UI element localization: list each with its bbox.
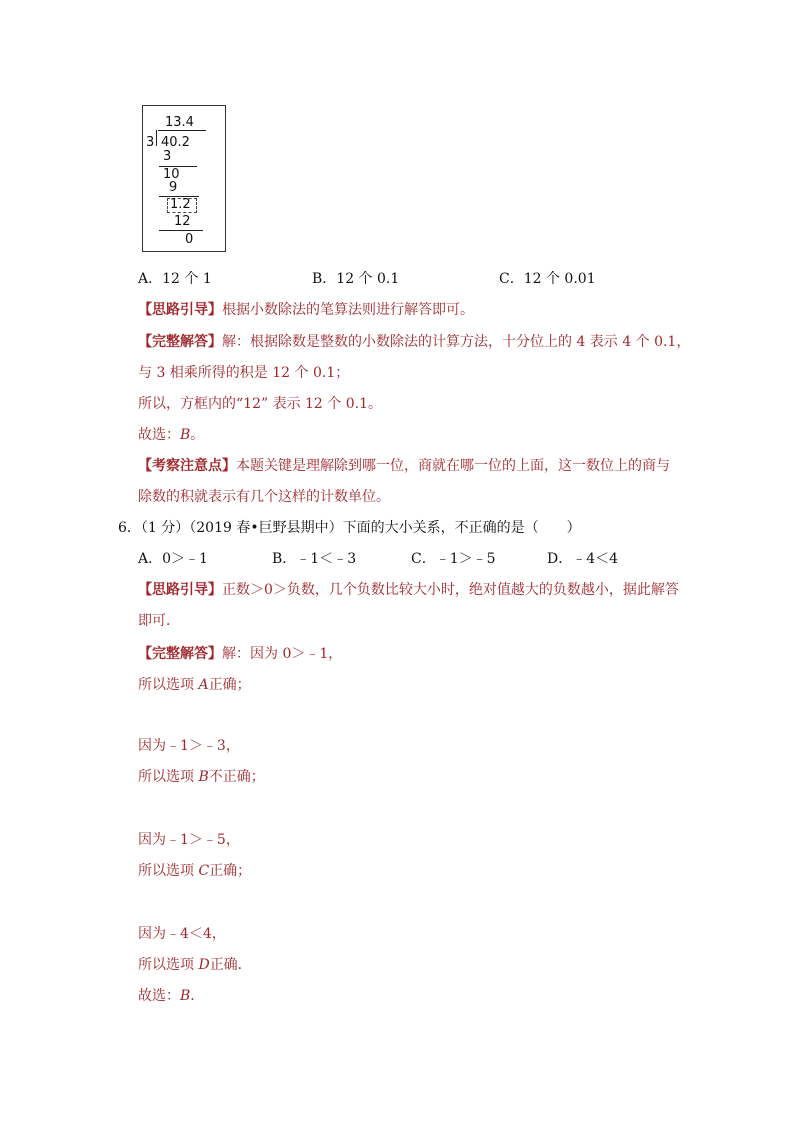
sel-suffix: 正确． <box>209 957 252 973</box>
hint-tag: 【思路引导】 <box>138 302 222 318</box>
note-text: 本题关键是理解除到哪一位，商就在哪一位的上面，这一数位上的商与 <box>236 458 670 474</box>
answer-tag: 【完整解答】 <box>138 334 222 350</box>
step-line-3 <box>159 230 203 231</box>
step-6: 0 <box>185 232 194 247</box>
note-tag: 【考察注意点】 <box>138 458 236 474</box>
dividend: 40.2 <box>161 135 190 150</box>
q5-answer-line-2: 与 3 相乘所得的积是 12 个 0.1； <box>138 365 350 381</box>
q6-because-c: 因为﹣1＞﹣5， <box>138 832 240 848</box>
sel-prefix: 所以选项 <box>138 769 199 785</box>
sel-suffix: 不正确； <box>208 769 265 785</box>
q5-option-c: C．12 个 0.01 <box>499 271 596 287</box>
q5-answer-line-1 <box>138 332 690 352</box>
q5-option-a: A．12 个 1 <box>138 271 212 287</box>
q6-choice <box>138 986 204 1006</box>
step-5: 12 <box>174 214 191 229</box>
q6-option-c: C．﹣1＞﹣5 <box>411 551 496 567</box>
q6-option-c-result <box>138 861 251 881</box>
q5-option-b: B．12 个 0.1 <box>312 271 400 287</box>
sel-letter: A <box>198 677 209 693</box>
sel-prefix: 所以选项 <box>138 957 199 973</box>
q6-answer-line-1 <box>138 644 342 664</box>
sel-suffix: 正确； <box>208 677 251 693</box>
choice-suffix: ． <box>190 988 205 1004</box>
q5-choice <box>138 425 204 445</box>
hint-tag: 【思路引导】 <box>138 582 222 598</box>
hint-text: 根据小数除法的笔算法则进行解答即可。 <box>222 302 474 318</box>
answer-tag: 【完整解答】 <box>138 646 222 662</box>
q6-option-a: A．0＞﹣1 <box>138 551 208 567</box>
quotient: 13.4 <box>165 115 194 130</box>
hint-text: 正数＞0＞负数，几个负数比较大小时，绝对值越大的负数越小，据此解答 <box>222 582 679 598</box>
q6-hint-line-1 <box>138 580 679 600</box>
answer-text: 解：因为 0＞﹣1， <box>222 646 343 662</box>
q6-option-d: D．﹣4＜4 <box>547 551 619 567</box>
sel-letter: C <box>198 863 210 879</box>
division-bracket <box>156 130 157 146</box>
choice-suffix: 。 <box>190 427 205 443</box>
choice-prefix: 故选： <box>138 427 180 443</box>
sel-letter: B <box>198 769 209 785</box>
sel-suffix: 正确； <box>209 863 252 879</box>
answer-text: 解：根据除数是整数的小数除法的计算方法，十分位上的 4 表示 4 个 0.1， <box>222 334 691 350</box>
q6-because-d: 因为﹣4＜4， <box>138 926 226 942</box>
q5-note-line-1 <box>138 456 670 476</box>
q5-answer-line-3: 所以，方框内的“12” 表示 12 个 0.1。 <box>138 396 383 412</box>
sel-prefix: 所以选项 <box>138 677 199 693</box>
step-1: 3 <box>163 149 172 164</box>
q6-option-d-result <box>138 955 252 975</box>
q6-because-b: 因为﹣1＞﹣3， <box>138 738 240 754</box>
q6-option-a-result <box>138 675 251 695</box>
long-division-figure <box>142 105 226 252</box>
choice-prefix: 故选： <box>138 988 180 1004</box>
q6-option-b-result <box>138 767 265 787</box>
step-4: 1.2 <box>170 197 191 212</box>
sel-letter: D <box>198 957 210 973</box>
q5-hint <box>138 300 474 320</box>
divisor: 3 <box>146 135 155 150</box>
q5-note-line-2: 除数的积就表示有几个这样的计数单位。 <box>138 489 390 505</box>
choice-letter: B <box>180 988 191 1004</box>
sel-prefix: 所以选项 <box>138 863 199 879</box>
q6-hint-line-2: 即可． <box>138 613 180 629</box>
q6-stem: 6．（1 分）（2019 春•巨野县期中）下面的大小关系，不正确的是（ ） <box>118 520 581 536</box>
step-3: 9 <box>169 180 178 195</box>
step-2: 10 <box>163 167 180 182</box>
q6-option-b: B．﹣1＜﹣3 <box>272 551 357 567</box>
division-bar <box>158 130 206 131</box>
choice-letter: B <box>180 427 191 443</box>
